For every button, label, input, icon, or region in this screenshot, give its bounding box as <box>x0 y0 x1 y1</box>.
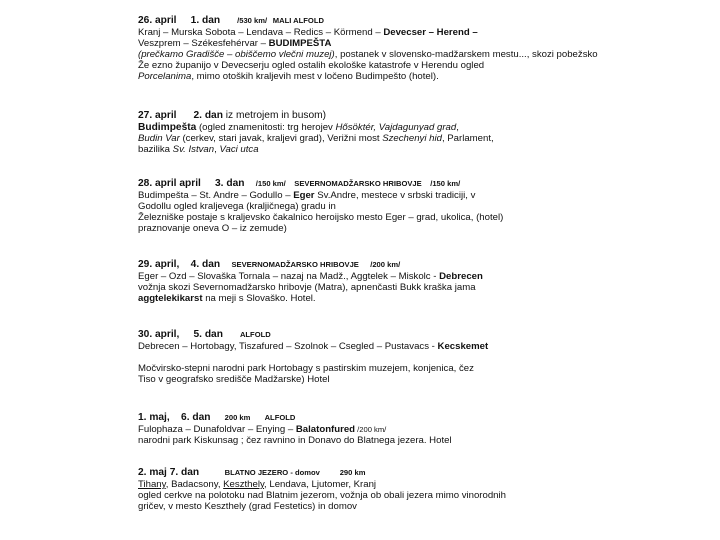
text-fragment: Sv. Istvan <box>172 144 215 155</box>
text-fragment: muzej) <box>303 49 335 60</box>
day-4 <box>138 258 588 304</box>
text-fragment: 2. maj 7. dan <box>138 467 200 478</box>
text-fragment: Že ezno županijo v Devecserju ogled ostalih ekološke katastrofe v Herendu ogled <box>138 60 485 71</box>
day-5-line-3 <box>138 374 588 385</box>
text-fragment: /200 km/ <box>355 425 387 434</box>
day-5 <box>138 328 588 385</box>
text-fragment: ALFOLD <box>239 330 271 339</box>
day-1-line-1 <box>138 27 588 38</box>
text-fragment: Budimpešta – St. Andre – Godullo – <box>138 190 294 201</box>
day-5-line-1 <box>138 341 588 352</box>
day-2-line-3 <box>138 144 588 155</box>
day-1-heading <box>138 14 588 27</box>
text-fragment: BUDIMPEŠTA <box>268 38 332 49</box>
text-fragment: Godollu ogled kraljevega (kraljičnega) gradu in <box>138 201 336 212</box>
text-fragment: Fulophaza – Dunafoldvar – Enying – <box>138 424 296 435</box>
text-fragment: 4. dan <box>190 259 221 270</box>
text-fragment: gričev, v mesto Keszthely (grad Festetics) in domov <box>138 501 357 512</box>
text-fragment: Budimpešta <box>138 122 197 133</box>
text-fragment: SEVERNOMADŽARSKO HRIBOVJE <box>294 179 422 188</box>
day-7-line-3 <box>138 501 588 512</box>
text-fragment: vožnja skozi Severnomadžarsko hribovje (Matra), apnenčasti Bukk kraška jama <box>138 282 476 293</box>
text-fragment: (ogled znamenitosti: trg herojev <box>196 122 336 133</box>
text-fragment: 1. maj, <box>138 412 170 423</box>
text-fragment: Balatonfured <box>295 424 356 435</box>
text-fragment: Kecskemet <box>437 341 489 352</box>
text-fragment: , <box>456 122 459 133</box>
text-fragment: 290 km <box>339 468 366 477</box>
text-fragment: Debrecen <box>439 271 483 282</box>
text-fragment: 28. april april <box>138 178 201 189</box>
day-5-line-2 <box>138 363 588 374</box>
text-fragment: Porcelanima <box>138 71 192 82</box>
text-fragment: Devecser – Herend – <box>383 27 478 38</box>
day-2-line-2 <box>138 133 588 144</box>
text-fragment: Kranj – Murska Sobota – Lendava – Redics – Körmend – <box>138 27 384 38</box>
text-fragment: Budin Var <box>138 133 180 144</box>
text-fragment: Vaci utca <box>219 144 259 155</box>
day-3-heading <box>138 177 588 190</box>
text-fragment: /530 km/ <box>237 16 268 25</box>
day-5-line-blank <box>138 352 588 363</box>
day-1-line-2 <box>138 38 588 49</box>
day-4-heading <box>138 258 588 271</box>
text-fragment: 27. april <box>138 110 177 121</box>
text-fragment: Veszprem – Székesfehérvar – <box>138 38 269 49</box>
text-fragment: Debrecen – Hortobagy, Tiszafured – Szolnok – Csegled – Pustavacs - <box>138 341 438 352</box>
text-fragment: vlečni <box>278 49 304 60</box>
text-fragment: , postanek v slovensko-madžarskem mestu..., skozi pobežsko <box>334 49 598 60</box>
text-fragment: ALFOLD <box>264 413 296 422</box>
day-3-line-3 <box>138 212 588 223</box>
text-fragment: Szechenyi hid <box>382 133 442 144</box>
day-5-heading <box>138 328 588 341</box>
text-fragment: Močvirsko-stepni narodni park Hortobagy s pastirskim muzejem, konjenica, čez <box>138 363 474 374</box>
text-fragment: MALI ALFOLD <box>272 16 324 25</box>
day-6-heading <box>138 411 588 424</box>
text-fragment: , Lendava, Ljutomer, Kranj <box>264 479 377 490</box>
text-fragment: Keszthely <box>223 479 265 490</box>
text-fragment: , Badacsony, <box>165 479 224 490</box>
text-fragment: Železniške postaje s kraljevsko čakalnico heroijsko mesto Eger – grad, ukolica, (hotel) <box>138 212 504 223</box>
day-3-line-1 <box>138 190 588 201</box>
text-fragment: (prečkamo Gradišče – obiščemo <box>138 49 279 60</box>
day-3 <box>138 177 588 234</box>
day-7-line-1 <box>138 479 588 490</box>
day-7-line-2 <box>138 490 588 501</box>
text-fragment: praznovanje oneva O – iz zemude) <box>138 223 287 234</box>
text-fragment: ogled cerkve na polotoku nad Blatnim jezerom, vožnja ob obali jezera mimo vinorodnih <box>138 490 506 501</box>
text-fragment: 3. dan <box>215 178 245 189</box>
day-1 <box>138 14 598 82</box>
day-2-heading <box>138 109 588 122</box>
text-fragment: Tiso v geografsko središče Madžarske) Hotel <box>138 374 330 385</box>
day-1-line-3 <box>138 49 598 60</box>
text-fragment: /150 km/ <box>430 179 461 188</box>
day-7-heading <box>138 466 588 479</box>
text-fragment: , <box>214 144 220 155</box>
text-fragment: 5. dan <box>193 329 223 340</box>
text-fragment: , mimo otoških kraljevih mest v ločeno Budimpešto (hotel). <box>191 71 439 82</box>
day-7 <box>138 466 588 512</box>
day-3-line-4 <box>138 223 588 234</box>
day-1-line-5 <box>138 71 588 82</box>
text-fragment: /200 km/ <box>370 260 401 269</box>
day-2-line-1 <box>138 122 588 133</box>
text-fragment: SEVERNOMADŽARSKO HRIBOVJE <box>231 260 359 269</box>
text-fragment: /150 km/ <box>255 179 286 188</box>
day-4-line-2 <box>138 282 588 293</box>
text-fragment: Sv.Andre, mestece v srbski tradiciji, v <box>314 190 476 201</box>
text-fragment: 2. dan <box>193 110 223 121</box>
text-fragment: 29. april, <box>138 259 180 270</box>
text-fragment: Eger <box>293 190 315 201</box>
text-fragment: BLATNO JEZERO - domov <box>224 468 320 477</box>
day-1-line-4 <box>138 60 588 71</box>
day-3-line-2 <box>138 201 588 212</box>
text-fragment: 26. april <box>138 15 177 26</box>
day-4-line-1 <box>138 271 588 282</box>
text-fragment: iz metrojem in busom) <box>225 110 327 121</box>
text-fragment: 6. dan <box>181 412 211 423</box>
day-6-line-1 <box>138 424 588 435</box>
day-4-line-3 <box>138 293 588 304</box>
text-fragment: 200 km <box>224 413 251 422</box>
text-fragment: 1. dan <box>190 15 221 26</box>
text-fragment: 30. april, <box>138 329 180 340</box>
text-fragment: narodni park Kiskunsag ; čez ravnino in Donavo do Blatnega jezera. Hotel <box>138 435 452 446</box>
text-fragment: Hősöktér, Vajdagunyad grad <box>335 122 457 133</box>
text-fragment: aggtelekikarst <box>138 293 203 304</box>
text-fragment: Eger – Ozd – Slovaška Tornala – nazaj na Madž., Aggtelek – Miskolc - <box>138 271 440 282</box>
text-fragment: , Parlament, <box>441 133 494 144</box>
day-2 <box>138 109 588 155</box>
text-fragment: na meji s Slovaško. Hotel. <box>202 293 316 304</box>
text-fragment: (cerkev, stari javak, kraljevi grad), Verižni most <box>179 133 383 144</box>
text-fragment: bazilika <box>138 144 173 155</box>
day-6-line-2 <box>138 435 588 446</box>
text-fragment: Tihany <box>138 479 166 490</box>
day-6 <box>138 411 588 446</box>
